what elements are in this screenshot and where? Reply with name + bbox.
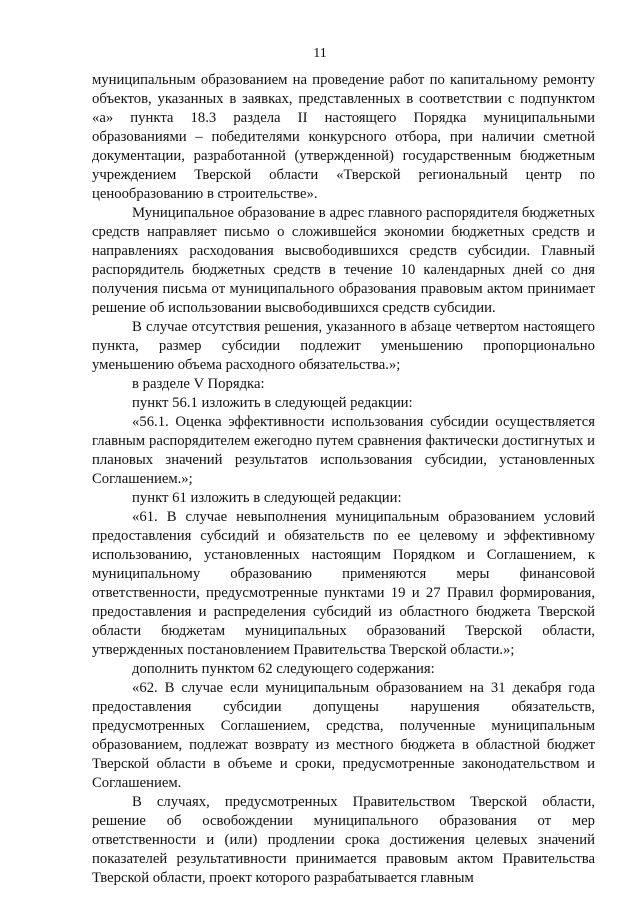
paragraph: пункт 61 изложить в следующей редакции:	[132, 490, 402, 506]
paragraph: «56.1. Оценка эффективности использования субсидии осуществляется главным распорядителем ежегодно путем сравнения фактически достигнутых и плановых значений результатов использования субсидии, установленных Соглашением.»;	[92, 414, 595, 487]
paragraph: муниципальным образованием на проведение работ по капитальному ремонту объектов, указанных в заявках, представленных в соответствии с подпунктом «а» пункта 18.3 раздела II настоящего Порядка муниципальными образованиями – победителями конкурсного отбора, при наличии сметной документации, разработанной (утвержденной) государственным бюджетным учреждением Тверской области «Тверской региональный центр по ценообразованию в строительстве».	[92, 72, 595, 202]
paragraph: «62. В случае если муниципальным образованием на 31 декабря года предоставления субсидии допущены нарушения обязательств, предусмотренных Соглашением, средства, полученные муниципальным образованием, подлежат возврату из местного бюджета в областной бюджет Тверской области в объеме и сроки, предусмотренные законодательством и Соглашением.	[92, 680, 595, 791]
paragraph: Муниципальное образование в адрес главного распорядителя бюджетных средств направляет письмо о сложившейся экономии бюджетных средств и направлениях расходования высвободившихся средств субсидии. Главный распорядитель бюджетных средств в течение 10 календарных дней со дня получения письма от муниципального образования правовым актом принимает решение об использовании высвободившихся средств субсидии.	[92, 205, 595, 316]
page-number: 11	[313, 46, 327, 61]
paragraph: в разделе V Порядка:	[132, 376, 265, 392]
paragraph: пункт 56.1 изложить в следующей редакции:	[132, 395, 413, 411]
paragraph: «61. В случае невыполнения муниципальным образованием условий предоставления субсидий и обязательств по ее целевому и эффективному использованию, установленных настоящим Порядком и Соглашением, к муниципальному образованию применяются меры финансовой ответственности, предусмотренные пунктами 19 и 27 Правил формирования, предоставления и распределения субсидий из областного бюджета Тверской области бюджетам муниципальных образований Тверской области, утвержденных постановлением Правительства Тверской области.»;	[92, 509, 595, 658]
paragraph: В случаях, предусмотренных Правительством Тверской области, решение об освобождении муниципального образования от мер ответственности и (или) продлении срока достижения целевых значений показателей результативности принимается правовым актом Правительства Тверской области, проект которого разрабатывается главным	[92, 794, 595, 886]
paragraph: дополнить пунктом 62 следующего содержания:	[132, 661, 435, 677]
document-body	[92, 71, 595, 888]
paragraph: В случае отсутствия решения, указанного в абзаце четвертом настоящего пункта, размер субсидии подлежит уменьшению пропорционально уменьшению объема расходного обязательства.»;	[92, 319, 595, 373]
